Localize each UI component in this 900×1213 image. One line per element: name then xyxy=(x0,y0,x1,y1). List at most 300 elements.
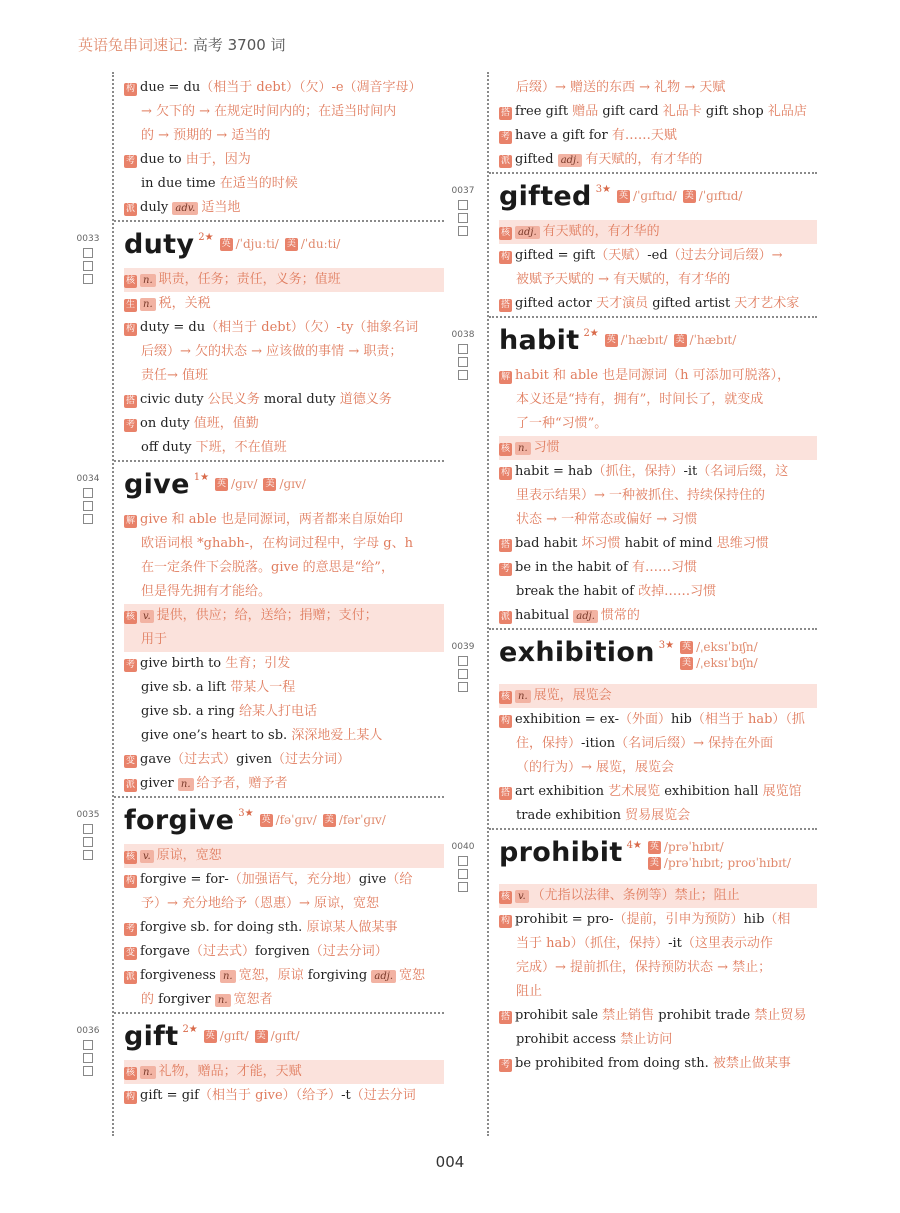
chinese-text: 原谅某人做某事 xyxy=(306,920,398,935)
frequency-star: 2★ xyxy=(583,328,599,339)
english-text: prohibit trade xyxy=(654,1008,755,1023)
label-tag: 核 xyxy=(126,1068,136,1078)
review-checkboxes xyxy=(449,200,477,236)
phonetic-text: /ˈduːti/ xyxy=(300,237,341,251)
chinese-text: 禁止访问 xyxy=(620,1032,673,1047)
chinese-text: 原谅，宽恕 xyxy=(156,848,222,863)
english-text: give sb. a lift xyxy=(141,680,231,695)
entry-line xyxy=(499,388,817,412)
entry-line xyxy=(124,868,444,892)
entry-line xyxy=(499,604,817,628)
phonetic-text: /ˈhæbɪt/ xyxy=(620,333,668,347)
chinese-text: 带某人一程 xyxy=(230,680,296,695)
label-tag: 考 xyxy=(501,1060,511,1070)
chinese-text: 礼品店 xyxy=(767,104,807,119)
part-of-speech: n. xyxy=(215,994,231,1007)
entry-line xyxy=(124,964,444,988)
entry-line xyxy=(124,172,444,196)
label-tag: 英 xyxy=(649,841,659,852)
chinese-text: 生育；引发 xyxy=(225,656,291,671)
english-text: hib xyxy=(743,912,765,927)
entry-line xyxy=(499,220,817,244)
english-text: hib xyxy=(671,712,692,727)
entry-line xyxy=(124,988,444,1012)
label-tag: 英 xyxy=(205,1030,215,1041)
label-tag: 构 xyxy=(501,252,511,262)
review-checkboxes xyxy=(74,248,102,284)
chinese-text: 的 xyxy=(141,992,155,1007)
phonetic-text: /ɡɪft/ xyxy=(219,1029,249,1043)
phonetic xyxy=(260,813,317,827)
chinese-text: → 欠下的 → 在规定时间内的；在适当时间内 xyxy=(141,104,397,119)
label-tag: 核 xyxy=(501,228,511,238)
english-text: forgive = for- xyxy=(140,872,229,887)
phonetic-text: /prəˈhɪbɪt/ xyxy=(663,840,724,854)
chinese-text: （过去分词后缀）→ xyxy=(667,248,783,263)
entry-id-block xyxy=(449,186,477,236)
book-title: 高考 3700 词 xyxy=(192,36,286,54)
entry-line xyxy=(499,412,817,436)
english-text: prohibit access xyxy=(516,1032,621,1047)
english-text: duty = du xyxy=(140,320,206,335)
label-tag: 考 xyxy=(501,132,511,142)
chinese-text: 状态 → 一种常态或偏好 → 习惯 xyxy=(516,512,698,527)
entry-line xyxy=(499,1004,817,1028)
chinese-text: 习惯 xyxy=(533,440,560,455)
phonetic xyxy=(285,237,341,251)
label-tag: 搭 xyxy=(501,108,511,118)
label-tag: 搭 xyxy=(501,788,511,798)
part-of-speech: n. xyxy=(140,1066,156,1079)
headword: forgive xyxy=(124,805,235,836)
label-tag: 派 xyxy=(501,156,511,166)
chinese-text: 了一种“习惯”。 xyxy=(516,416,608,431)
english-text: -t xyxy=(341,1088,351,1103)
entry-id: 0037 xyxy=(451,186,475,196)
phonetic-stack xyxy=(680,640,758,672)
chinese-text: 里表示结果）→ 一种被抓住、持续保持住的 xyxy=(516,488,766,503)
part-of-speech: n. xyxy=(140,298,156,311)
entry-line xyxy=(499,884,817,908)
label-tag: 核 xyxy=(126,852,136,862)
word-entry xyxy=(76,1014,444,1108)
label-tag: 美 xyxy=(682,657,692,668)
part-of-speech: adj. xyxy=(515,226,540,239)
phonetic-text: /ɡɪft/ xyxy=(270,1029,300,1043)
chinese-text: （外面） xyxy=(618,712,671,727)
entry-id: 0038 xyxy=(451,330,475,340)
review-checkbox[interactable] xyxy=(458,656,468,666)
label-tag: 派 xyxy=(126,204,136,214)
english-text: gifted xyxy=(515,152,558,167)
entry-line xyxy=(124,340,444,364)
english-text: give one’s heart to sb. xyxy=(141,728,292,743)
entry-line xyxy=(124,196,444,220)
review-checkbox[interactable] xyxy=(83,274,93,284)
entry-line xyxy=(499,908,817,932)
english-text: habitual xyxy=(515,608,574,623)
review-checkboxes xyxy=(74,488,102,524)
label-tag: 英 xyxy=(261,814,271,825)
chinese-text: （名词后缀，这 xyxy=(697,464,789,479)
headword: prohibit xyxy=(499,837,623,868)
chinese-text: 展览，展览会 xyxy=(533,688,612,703)
label-tag: 美 xyxy=(286,238,296,249)
phonetic-text: /ɡɪv/ xyxy=(279,477,306,491)
label-tag: 解 xyxy=(501,372,511,382)
entry-line xyxy=(124,436,444,460)
review-checkboxes xyxy=(74,824,102,860)
chinese-text: （过去式） xyxy=(171,752,237,767)
review-checkbox[interactable] xyxy=(458,856,468,866)
chinese-text: 税，关税 xyxy=(158,296,211,311)
entry-line xyxy=(124,724,444,748)
label-tag: 构 xyxy=(126,84,136,94)
phonetic xyxy=(605,333,668,347)
entry-line xyxy=(124,1084,444,1108)
label-tag: 考 xyxy=(126,420,136,430)
entry-line xyxy=(499,804,817,828)
review-checkbox[interactable] xyxy=(83,837,93,847)
english-text: habit of mind xyxy=(620,536,717,551)
label-tag: 英 xyxy=(619,190,629,201)
entry-line xyxy=(499,556,817,580)
label-tag: 搭 xyxy=(501,300,511,310)
entry-line xyxy=(499,268,817,292)
label-tag: 核 xyxy=(126,612,136,622)
phonetic xyxy=(680,656,758,670)
word-entry xyxy=(451,630,817,828)
english-text: due to xyxy=(140,152,186,167)
english-text: forgiveness xyxy=(140,968,220,983)
chinese-text: 公民义务 xyxy=(207,392,260,407)
word-header xyxy=(499,634,817,682)
english-text: -it xyxy=(668,936,682,951)
label-tag: 英 xyxy=(217,478,227,489)
english-text: habit = hab xyxy=(515,464,593,479)
entry-line xyxy=(499,460,817,484)
entry-line xyxy=(124,508,444,532)
entry-line xyxy=(499,932,817,956)
chinese-text: 宽恕者 xyxy=(233,992,273,1007)
label-tag: 构 xyxy=(501,716,511,726)
phonetic-text: /fəˈɡɪv/ xyxy=(275,813,317,827)
english-text: be prohibited from doing sth. xyxy=(515,1056,713,1071)
phonetic-text: /ˈdjuːti/ xyxy=(235,237,279,251)
english-text: have a gift for xyxy=(515,128,612,143)
entry-line xyxy=(124,1060,444,1084)
english-text: exhibition = ex- xyxy=(515,712,619,727)
entry-line xyxy=(124,604,444,628)
chinese-text: （这里表示动作 xyxy=(681,936,773,951)
chinese-text: 给某人打电话 xyxy=(239,704,318,719)
entry-id-block xyxy=(74,1026,102,1076)
chinese-text: 由于，因为 xyxy=(185,152,251,167)
review-checkbox[interactable] xyxy=(83,824,93,834)
entry-line xyxy=(499,244,817,268)
entry-line xyxy=(499,484,817,508)
entry-line xyxy=(124,100,444,124)
entry-line xyxy=(124,124,444,148)
phonetic xyxy=(255,1029,300,1043)
entry-line xyxy=(124,844,444,868)
entry-line xyxy=(124,892,444,916)
entry-line xyxy=(499,1052,817,1076)
english-text: gifted artist xyxy=(648,296,735,311)
word-header xyxy=(499,322,817,362)
entry-id-block xyxy=(449,642,477,692)
entry-line xyxy=(499,756,817,780)
review-checkbox[interactable] xyxy=(458,357,468,367)
label-tag: 派 xyxy=(126,972,136,982)
english-text: given xyxy=(236,752,273,767)
review-checkbox[interactable] xyxy=(458,200,468,210)
left-continuation xyxy=(114,72,444,220)
chinese-text: （相当于 debt）（欠）-e（凋音字母） xyxy=(200,80,422,95)
frequency-star: 3★ xyxy=(238,808,254,819)
entry-id: 0033 xyxy=(76,234,100,244)
entry-line xyxy=(499,980,817,1004)
review-checkbox[interactable] xyxy=(458,370,468,380)
word-entry xyxy=(451,318,817,628)
english-text: -it xyxy=(683,464,698,479)
entry-line xyxy=(124,940,444,964)
english-text: duly xyxy=(140,200,173,215)
entry-line xyxy=(499,508,817,532)
chinese-text: 赠品 xyxy=(572,104,599,119)
label-tag: 构 xyxy=(126,1092,136,1102)
entry-line xyxy=(124,316,444,340)
headword: gift xyxy=(124,1021,179,1052)
entry-line xyxy=(499,148,817,172)
frequency-star: 4★ xyxy=(626,840,642,851)
right-continuation xyxy=(489,72,817,172)
english-text: prohibit sale xyxy=(515,1008,603,1023)
chinese-text: 禁止贸易 xyxy=(754,1008,807,1023)
label-tag: 考 xyxy=(501,564,511,574)
entry-line xyxy=(124,292,444,316)
chinese-text: （相当于 debt）（欠）-ty（抽象名词 xyxy=(205,320,419,335)
review-checkbox[interactable] xyxy=(458,882,468,892)
chinese-text: （过去式） xyxy=(189,944,255,959)
chinese-text: 责任→ 值班 xyxy=(141,368,209,383)
review-checkboxes xyxy=(449,344,477,380)
chinese-text: 禁止销售 xyxy=(602,1008,655,1023)
entry-line xyxy=(499,780,817,804)
english-text: due = du xyxy=(140,80,201,95)
label-tag: 考 xyxy=(126,660,136,670)
phonetic-text: /ɡɪv/ xyxy=(231,477,258,491)
page-header xyxy=(78,34,286,55)
part-of-speech: adj. xyxy=(558,154,583,167)
entry-line xyxy=(499,956,817,980)
english-text: bad habit xyxy=(515,536,582,551)
entry-line xyxy=(124,76,444,100)
english-text: gifted actor xyxy=(515,296,597,311)
chinese-text: 有……习惯 xyxy=(631,560,697,575)
entry-line xyxy=(124,676,444,700)
english-text: give sb. a ring xyxy=(141,704,239,719)
chinese-text: （过去分词） xyxy=(309,944,388,959)
phonetic xyxy=(648,856,791,870)
entry-line xyxy=(124,772,444,796)
label-tag: 构 xyxy=(501,468,511,478)
review-checkbox[interactable] xyxy=(83,1066,93,1076)
chinese-text: 礼品卡 xyxy=(662,104,702,119)
chinese-text: 用于 xyxy=(141,632,168,647)
review-checkboxes xyxy=(449,656,477,692)
chinese-text: （名词后缀）→ 保持在外面 xyxy=(615,736,774,751)
part-of-speech: n. xyxy=(515,442,531,455)
entry-line xyxy=(124,652,444,676)
word-entry xyxy=(451,174,817,316)
english-text: gift shop xyxy=(701,104,768,119)
review-checkbox[interactable] xyxy=(458,226,468,236)
part-of-speech: n. xyxy=(220,970,236,983)
phonetic-text: /ˈɡɪftɪd/ xyxy=(698,189,743,203)
chinese-text: 但是得先拥有才能给。 xyxy=(141,584,272,599)
label-tag: 美 xyxy=(324,814,334,825)
review-checkbox[interactable] xyxy=(83,248,93,258)
chinese-text: （过去分词） xyxy=(272,752,351,767)
review-checkbox[interactable] xyxy=(458,213,468,223)
phonetic-text: /ˌeksɪˈbɪʃn/ xyxy=(696,656,758,670)
part-of-speech: adv. xyxy=(172,202,198,215)
review-checkbox[interactable] xyxy=(83,850,93,860)
english-text: gave xyxy=(140,752,172,767)
review-checkbox[interactable] xyxy=(83,1053,93,1063)
review-checkbox[interactable] xyxy=(458,669,468,679)
english-text: forgiven xyxy=(255,944,310,959)
english-text: free gift xyxy=(515,104,573,119)
entry-line xyxy=(499,580,817,604)
phonetic xyxy=(263,477,305,491)
word-entry xyxy=(76,222,444,460)
label-tag: 构 xyxy=(126,876,136,886)
phonetic-stack xyxy=(648,840,791,872)
review-checkbox[interactable] xyxy=(83,1040,93,1050)
review-checkbox[interactable] xyxy=(83,488,93,498)
chinese-text: （相当于 hab）（抓 xyxy=(691,712,805,727)
label-tag: 派 xyxy=(501,612,511,622)
word-header xyxy=(124,226,444,266)
chinese-text: 道德义务 xyxy=(339,392,392,407)
phonetic xyxy=(617,189,677,203)
review-checkbox[interactable] xyxy=(458,682,468,692)
chinese-text: 在适当的时候 xyxy=(219,176,298,191)
chinese-text: 提供，供应；给，送给；捐赠；支付； xyxy=(156,608,378,623)
label-tag: 核 xyxy=(501,892,511,902)
review-checkbox[interactable] xyxy=(83,514,93,524)
chinese-text: 改掉……习惯 xyxy=(638,584,717,599)
entry-id: 0039 xyxy=(451,642,475,652)
chinese-text: 下班，不在值班 xyxy=(195,440,287,455)
chinese-text: （给 xyxy=(386,872,413,887)
entry-id: 0040 xyxy=(451,842,475,852)
label-tag: 搭 xyxy=(501,540,511,550)
phonetic xyxy=(683,189,743,203)
review-checkbox[interactable] xyxy=(458,869,468,879)
entry-id-block xyxy=(74,810,102,860)
word-header xyxy=(124,466,444,506)
entry-id-block xyxy=(449,842,477,892)
english-text: forgiving xyxy=(303,968,372,983)
review-checkbox[interactable] xyxy=(83,261,93,271)
label-tag: 考 xyxy=(126,924,136,934)
review-checkbox[interactable] xyxy=(458,344,468,354)
chinese-text: 艺术展览 xyxy=(608,784,661,799)
entry-line xyxy=(124,412,444,436)
page-number: 004 xyxy=(435,1153,465,1171)
english-text: exhibition hall xyxy=(660,784,763,799)
label-tag: 搭 xyxy=(126,396,136,406)
headword: gifted xyxy=(499,181,592,212)
english-text: give xyxy=(358,872,387,887)
chinese-text: 被禁止做某事 xyxy=(712,1056,791,1071)
chinese-text: 贸易展览会 xyxy=(625,808,691,823)
phonetic xyxy=(680,640,758,654)
review-checkbox[interactable] xyxy=(83,501,93,511)
headword: duty xyxy=(124,229,195,260)
entry-id: 0036 xyxy=(76,1026,100,1036)
headword: exhibition xyxy=(499,637,655,668)
part-of-speech: v. xyxy=(140,610,154,623)
chinese-text: 后缀）→ 欠的状态 → 应该做的事情 → 职责； xyxy=(141,344,403,359)
entry-line xyxy=(499,292,817,316)
chinese-text: 完成）→ 提前抓住，保持预防状态 → 禁止； xyxy=(516,960,772,975)
chinese-text: （抓住，保持） xyxy=(592,464,684,479)
frequency-star: 1★ xyxy=(193,472,210,483)
chinese-text: 有天赋的，有才华的 xyxy=(542,224,660,239)
english-text: on duty xyxy=(140,416,194,431)
entry-line xyxy=(124,748,444,772)
chinese-text: 住，保持） xyxy=(516,736,582,751)
chinese-text: 给予者，赠予者 xyxy=(196,776,288,791)
chinese-text: （尤指以法律、条例等）禁止；阻止 xyxy=(531,888,740,903)
part-of-speech: n. xyxy=(140,274,156,287)
label-tag: 生 xyxy=(126,300,136,310)
word-entry xyxy=(76,798,444,1012)
chinese-text: 礼物，赠品；才能，天赋 xyxy=(158,1064,302,1079)
chinese-text: （过去分词 xyxy=(350,1088,416,1103)
part-of-speech: adj. xyxy=(573,610,598,623)
entry-line xyxy=(499,436,817,460)
headword: give xyxy=(124,469,190,500)
chinese-text: （加强语气，充分地） xyxy=(228,872,359,887)
phonetic-text: /ˌeksɪˈbɪʃn/ xyxy=(696,640,758,654)
label-tag: 英 xyxy=(606,334,616,345)
entry-id-block xyxy=(74,234,102,284)
chinese-text: 适当地 xyxy=(201,200,241,215)
part-of-speech: v. xyxy=(515,890,529,903)
chinese-text: 天才艺术家 xyxy=(734,296,800,311)
chinese-text: （相当于 give）（给予） xyxy=(198,1088,342,1103)
label-tag: 核 xyxy=(501,692,511,702)
chinese-text: 展览馆 xyxy=(762,784,802,799)
english-text: in due time xyxy=(141,176,220,191)
entry-line xyxy=(499,708,817,732)
chinese-text: 后缀）→ 赠送的东西 → 礼物 → 天赋 xyxy=(516,80,726,95)
label-tag: 核 xyxy=(126,276,136,286)
chinese-text: 在一定条件下会脱落。give 的意思是“给”， xyxy=(141,560,394,575)
english-text: civic duty xyxy=(140,392,208,407)
chinese-text: give 和 able 也是同源词，两者都来自原始印 xyxy=(140,512,403,527)
label-tag: 考 xyxy=(126,156,136,166)
english-text: -ition xyxy=(581,736,616,751)
entry-line xyxy=(499,364,817,388)
chinese-text: 被赋予天赋的 → 有天赋的，有才华的 xyxy=(516,272,731,287)
chinese-text: 有……天赋 xyxy=(611,128,677,143)
